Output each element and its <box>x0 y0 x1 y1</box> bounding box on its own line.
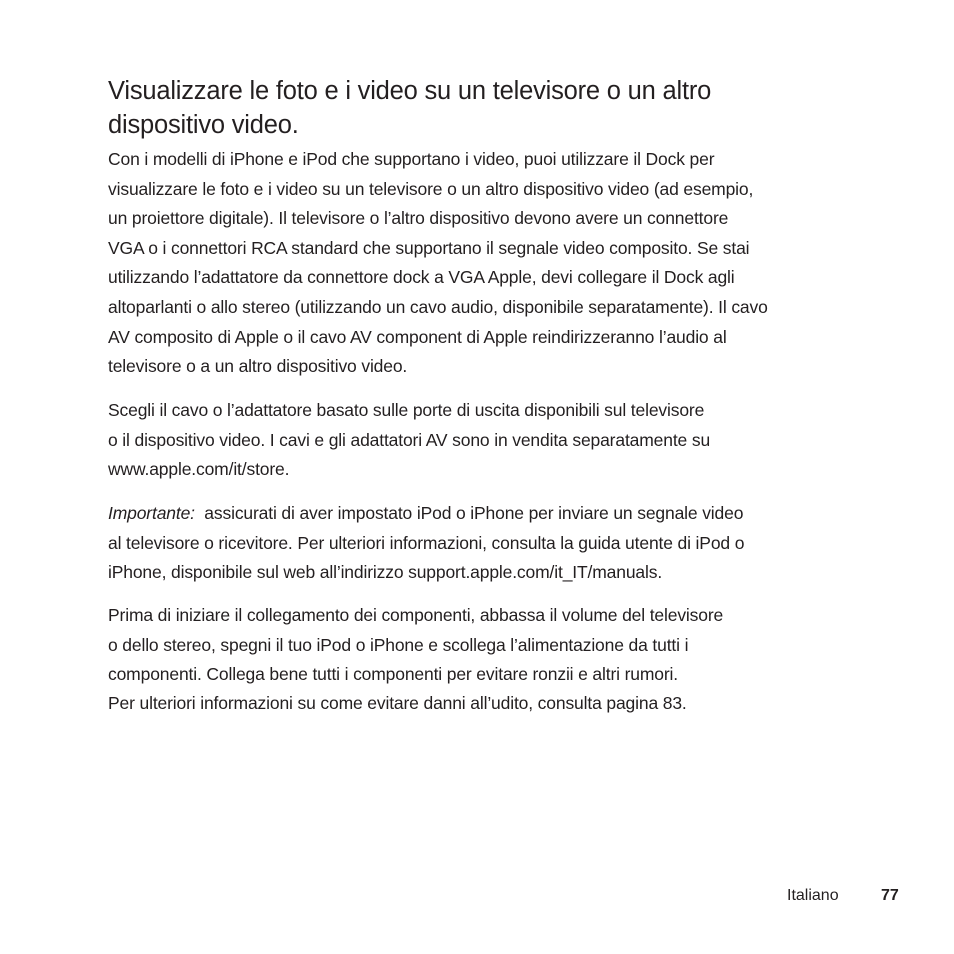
text-line: componenti. Collega bene tutti i componenti per evitare ronzii e altri rumori. <box>108 664 678 684</box>
text-line: iPhone, disponibile sul web all’indirizzo support.apple.com/it_IT/manuals. <box>108 562 663 582</box>
text-line: Per ulteriori informazioni su come evitare danni all’udito, consulta pagina 83. <box>108 693 687 713</box>
footer-language: Italiano <box>787 887 839 904</box>
text-line <box>108 502 743 524</box>
text-line: Prima di iniziare il collegamento dei componenti, abbassa il volume del televisore <box>108 605 724 625</box>
text-line: utilizzando l’adattatore da connettore dock a VGA Apple, devi collegare il Dock agli <box>108 267 735 287</box>
text-line: al televisore o ricevitore. Per ulteriori informazioni, consulta la guida utente di iPod o <box>108 533 745 553</box>
text-line: visualizzare le foto e i video su un televisore o un altro dispositivo video (ad esempio, <box>108 179 754 199</box>
text-line: www.apple.com/it/store. <box>108 459 290 479</box>
text-line: un proiettore digitale). Il televisore o l’altro dispositivo devono avere un connettore <box>108 208 729 228</box>
text-line: AV composito di Apple o il cavo AV component di Apple reindirizzeranno l’audio al <box>108 327 727 347</box>
section-heading-line-1: Visualizzare le foto e i video su un televisore o un altro <box>108 77 712 105</box>
section-heading-line-2: dispositivo video. <box>108 111 299 139</box>
important-text: assicurati di aver impostato iPod o iPhone per inviare un segnale video <box>194 503 744 523</box>
section-heading <box>108 74 868 142</box>
text-line: o il dispositivo video. I cavi e gli adattatori AV sono in vendita separatamente su <box>108 430 711 450</box>
text-line: televisore o a un altro dispositivo video. <box>108 356 408 376</box>
text-line: altoparlanti o allo stereo (utilizzando un cavo audio, disponibile separatamente). Il cavo <box>108 297 768 317</box>
text-line: Scegli il cavo o l’adattatore basato sulle porte di uscita disponibili sul televisore <box>108 400 705 420</box>
text-line: VGA o i connettori RCA standard che supportano il segnale video composito. Se stai <box>108 238 750 258</box>
important-label: Importante: <box>108 503 195 523</box>
text-line: o dello stereo, spegni il tuo iPod o iPhone e scollega l’alimentazione da tutti i <box>108 635 689 655</box>
text-line: Con i modelli di iPhone e iPod che supportano i video, puoi utilizzare il Dock per <box>108 149 715 169</box>
page-number: 77 <box>881 887 899 904</box>
